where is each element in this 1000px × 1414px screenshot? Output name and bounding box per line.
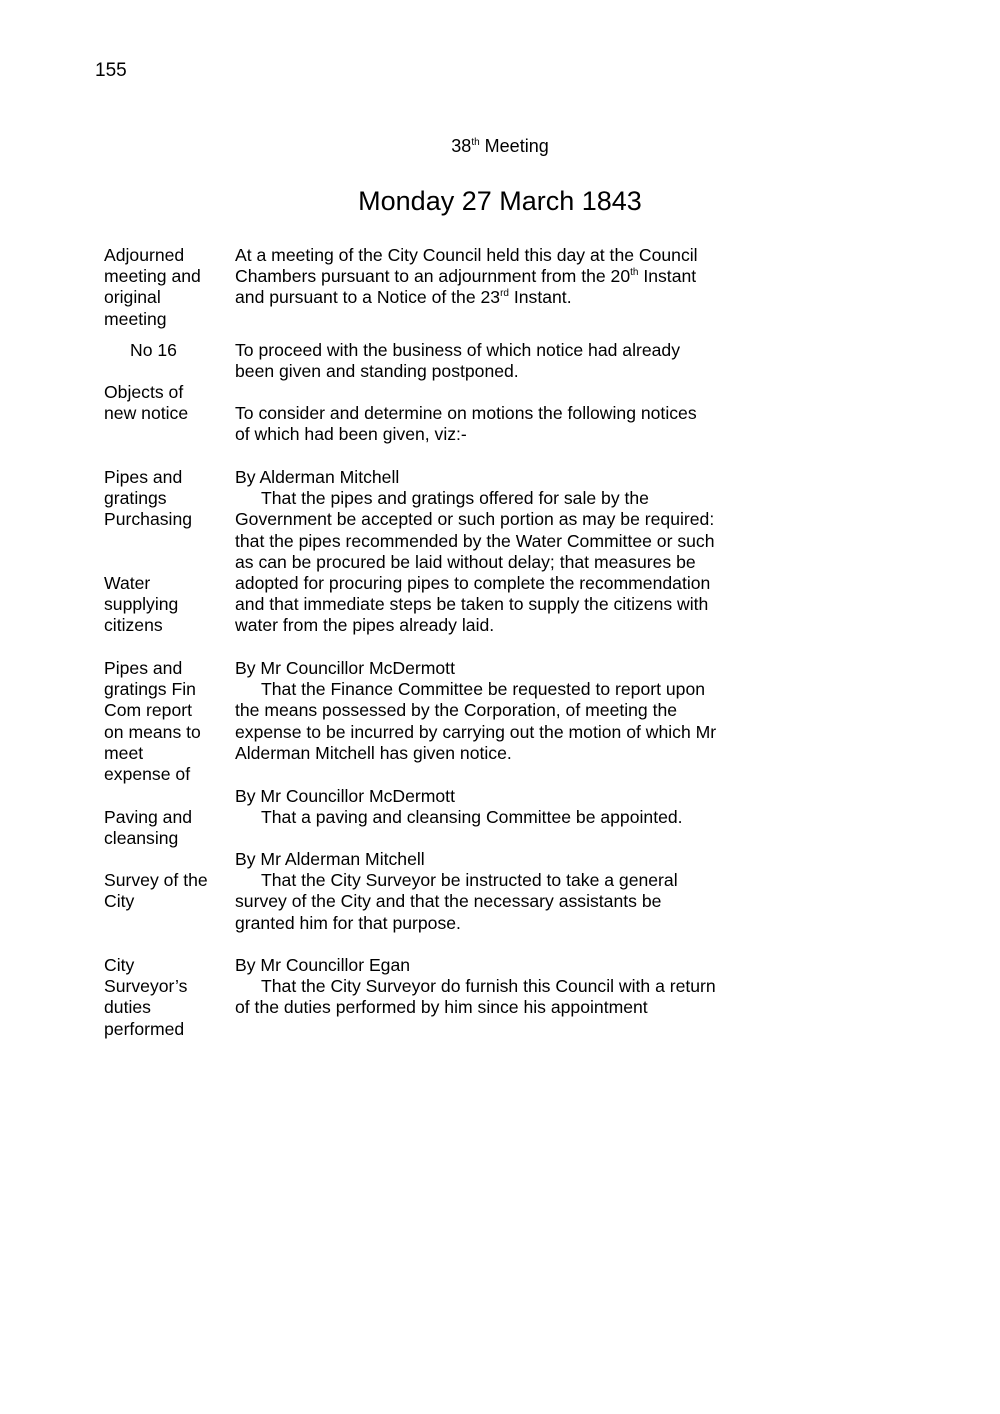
body-text: That the City Surveyor do furnish this Council with a return [261, 976, 716, 997]
ordinal-suffix: th [630, 267, 639, 279]
margin-note-surveyor-duties [104, 955, 187, 1040]
margin-line: Surveyor’s [104, 976, 188, 997]
margin-line: on means to [104, 721, 201, 742]
body-text: Instant. [508, 287, 572, 308]
body-text: That a paving and cleansing Committee be appointed. [261, 807, 683, 828]
body-text: and pursuant to a Notice of the 23 [235, 287, 501, 308]
margin-line: meeting and [104, 266, 201, 287]
margin-line: No 16 [130, 340, 177, 360]
motion-surveyor-return [235, 955, 716, 1019]
motion-mover: By Mr Councillor McDermott [235, 786, 455, 806]
body-line: water from the pipes already laid. [235, 615, 495, 636]
motion-finance [235, 658, 716, 764]
intro-paragraph [235, 245, 698, 309]
postponed-paragraph [235, 340, 680, 382]
body-line: that the pipes recommended by the Water Committee or such [235, 530, 715, 551]
margin-note-objects [104, 382, 188, 424]
body-line: Government be accepted or such portion as may be required: [235, 509, 715, 530]
margin-note-fin-com [104, 658, 201, 785]
body-text: That the pipes and gratings offered for sale by the [261, 488, 649, 509]
margin-line: performed [104, 1018, 185, 1039]
body-line [235, 679, 716, 700]
margin-line: Pipes and [104, 658, 183, 678]
body-line: To consider and determine on motions the following notices [235, 403, 697, 423]
body-line: granted him for that purpose. [235, 912, 461, 933]
body-line [235, 488, 715, 509]
ordinal-suffix: rd [500, 288, 509, 300]
body-line [235, 807, 683, 828]
motion-pipes [235, 467, 715, 637]
margin-line: gratings [104, 488, 167, 509]
body-line [235, 287, 698, 308]
margin-note-adjourned [104, 245, 201, 330]
margin-line: cleansing [104, 828, 179, 849]
body-line: survey of the City and that the necessary assistants be [235, 891, 662, 912]
margin-line: supplying [104, 594, 179, 615]
body-line: expense to be incurred by carrying out the motion of which Mr [235, 721, 717, 742]
meeting-word: Meeting [484, 136, 549, 156]
body-text: Instant [638, 266, 697, 287]
motion-paving [235, 786, 683, 828]
body-text: That the Finance Committee be requested to report upon [261, 679, 706, 700]
body-line: At a meeting of the City Council held this day at the Council [235, 245, 698, 265]
margin-line: Com report [104, 700, 192, 721]
margin-line: citizens [104, 615, 163, 636]
margin-line: Survey of the [104, 870, 208, 890]
margin-line: Water [104, 573, 151, 593]
body-text: Chambers pursuant to an adjournment from the 20 [235, 266, 631, 287]
margin-line: City [104, 891, 135, 912]
body-line [235, 976, 716, 997]
margin-line: Paving and [104, 807, 193, 827]
body-line: been given and standing postponed. [235, 361, 519, 382]
meeting-ordinal-suffix: th [471, 137, 480, 148]
margin-line: Pipes and [104, 467, 183, 487]
margin-note-number [130, 340, 177, 361]
body-line [235, 870, 678, 891]
body-line [235, 266, 698, 287]
margin-note-survey [104, 870, 208, 912]
consider-paragraph [235, 403, 697, 445]
body-line: To proceed with the business of which notice had already [235, 340, 680, 360]
page-number: 155 [95, 60, 127, 81]
margin-line: Adjourned [104, 245, 185, 265]
body-line: the means possessed by the Corporation, of meeting the [235, 700, 678, 721]
margin-line: meet [104, 742, 144, 763]
body-line: as can be procured be laid without delay; that measures be [235, 551, 696, 572]
margin-line: Purchasing [104, 509, 193, 530]
body-line: of the duties performed by him since his appointment [235, 997, 648, 1018]
margin-note-water [104, 573, 178, 637]
margin-line: new notice [104, 403, 189, 424]
body-line: and that immediate steps be taken to supply the citizens with [235, 594, 709, 615]
margin-line: City [104, 955, 135, 975]
margin-line: original [104, 287, 161, 308]
meeting-date: Monday 27 March 1843 [358, 186, 642, 216]
motion-survey [235, 849, 678, 934]
body-line: of which had been given, viz:- [235, 424, 467, 445]
margin-line: meeting [104, 308, 167, 329]
meeting-heading [0, 136, 1000, 157]
margin-line: Objects of [104, 382, 184, 402]
motion-mover: By Alderman Mitchell [235, 467, 400, 487]
motion-mover: By Mr Councillor Egan [235, 955, 411, 975]
motion-mover: By Mr Alderman Mitchell [235, 849, 425, 869]
body-line: Alderman Mitchell has given notice. [235, 742, 512, 763]
body-text: That the City Surveyor be instructed to take a general [261, 870, 678, 891]
motion-mover: By Mr Councillor McDermott [235, 658, 455, 678]
margin-line: duties [104, 997, 151, 1018]
margin-line: expense of [104, 764, 191, 785]
margin-line: gratings Fin [104, 679, 196, 700]
margin-note-pipes-purchasing [104, 467, 192, 531]
meeting-ordinal: 38 [451, 136, 472, 156]
margin-note-paving [104, 807, 192, 849]
body-line: adopted for procuring pipes to complete the recommendation [235, 573, 711, 594]
